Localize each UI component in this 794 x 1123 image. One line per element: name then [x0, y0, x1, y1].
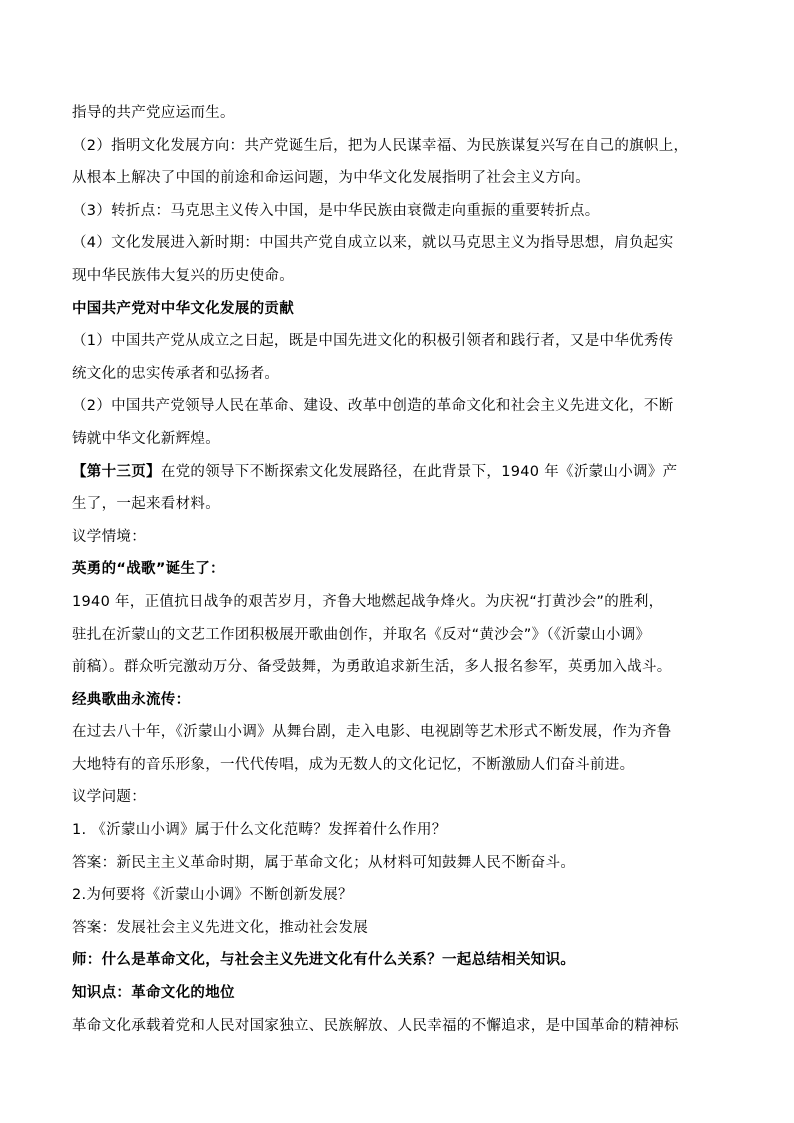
line-text: （4）文化发展进入新时期：中国共产党自成立以来，就以马克思主义为指导思想，肩负起实 — [72, 235, 674, 252]
document-page — [72, 97, 732, 1042]
text-line — [72, 749, 732, 782]
line-text: 从根本上解决了中国的前途和命运问题，为中华文化发展指明了社会主义方向。 — [72, 170, 590, 187]
text-line — [72, 944, 732, 977]
line-text: 驻扎在沂蒙山的文艺工作团积极展开歌曲创作，并取名《反对“黄沙会”》（《沂蒙山小调》 — [72, 626, 651, 643]
line-text: 知识点：革命文化的地位 — [72, 985, 235, 1002]
text-line — [72, 814, 732, 847]
text-line — [72, 293, 732, 326]
text-line — [72, 879, 732, 912]
text-line — [72, 912, 732, 945]
line-text: 英勇的“战歌”诞生了： — [72, 561, 225, 578]
text-line — [72, 651, 732, 684]
text-line — [72, 358, 732, 391]
line-text: 指导的共产党应运而生。 — [72, 105, 235, 121]
text-line — [72, 260, 732, 293]
line-text: 生了，一起来看材料。 — [72, 496, 220, 513]
line-text: 中国共产党对中华文化发展的贡献 — [72, 300, 294, 317]
text-line — [72, 390, 732, 423]
line-text: 议学情境： — [72, 528, 146, 545]
line-text: （2）指明文化发展方向：共产党诞生后，把为人民谋幸福、为民族谋复兴写在自己的旗帜上， — [72, 137, 689, 154]
text-line — [72, 716, 732, 749]
line-text: 前稿）。群众听完激动万分、备受鼓舞，为勇敢追求新生活，多人报名参军，英勇加入战斗。 — [72, 659, 672, 676]
text-line — [72, 97, 732, 130]
text-line — [72, 456, 732, 489]
line-text: 大地特有的音乐形象，一代代传唱，成为无数人的文化记忆，不断激励人们奋斗前进。 — [72, 756, 635, 773]
text-line — [72, 977, 732, 1010]
text-line — [72, 195, 732, 228]
text-line — [72, 130, 732, 163]
text-line — [72, 847, 732, 880]
line-text: 统文化的忠实传承者和弘扬者。 — [72, 365, 280, 382]
page-marker: 【第十三页】 — [72, 463, 161, 480]
text-line — [72, 162, 732, 195]
text-line — [72, 521, 732, 554]
line-text: 答案：新民主主义革命时期，属于革命文化；从材料可知鼓舞人民不断奋斗。 — [72, 854, 576, 871]
line-text: 议学问题： — [72, 789, 146, 806]
line-text: 答案：发展社会主义先进文化，推动社会发展 — [72, 919, 368, 936]
text-line — [72, 325, 732, 358]
text-line — [72, 488, 732, 521]
line-text: 1940 年，正值抗日战争的艰苦岁月，齐鲁大地燃起战争烽火。为庆祝“打黄沙会”的胜利， — [72, 593, 664, 610]
text-line — [72, 684, 732, 717]
line-text: 铸就中华文化新辉煌。 — [72, 430, 220, 447]
line-text: 师：什么是革命文化，与社会主义先进文化有什么关系？一起总结相关知识。 — [72, 952, 576, 969]
line-text: 现中华民族伟大复兴的历史使命。 — [72, 267, 294, 284]
line-text: （3）转折点：马克思主义传入中国，是中华民族由衰微走向重振的重要转折点。 — [72, 202, 600, 219]
line-text: 1. 《沂蒙山小调》属于什么文化范畴？发挥着什么作用？ — [72, 822, 447, 839]
text-line — [72, 586, 732, 619]
line-text: 在过去八十年，《沂蒙山小调》从舞台剧，走入电影、电视剧等艺术形式不断发展，作为齐鲁 — [72, 724, 672, 741]
line-text: 在党的领导下不断探索文化发展路径，在此背景下，1940 年《沂蒙山小调》产 — [160, 463, 678, 480]
text-line — [72, 423, 732, 456]
line-text: （2）中国共产党领导人民在革命、建设、改革中创造的革命文化和社会主义先进文化，不断 — [72, 398, 674, 415]
line-text: 革命文化承载着党和人民对国家独立、民族解放、人民幸福的不懈追求，是中国革命的精神标 — [72, 1017, 679, 1034]
text-line — [72, 227, 732, 260]
line-text: 经典歌曲永流传： — [72, 691, 191, 708]
line-text: （1）中国共产党从成立之日起，既是中国先进文化的积极引领者和践行者，又是中华优秀传 — [72, 333, 674, 350]
line-text: 2.为何要将《沂蒙山小调》不断创新发展？ — [72, 887, 353, 904]
text-line — [72, 781, 732, 814]
text-line — [72, 619, 732, 652]
text-line — [72, 553, 732, 586]
text-line — [72, 1010, 732, 1043]
